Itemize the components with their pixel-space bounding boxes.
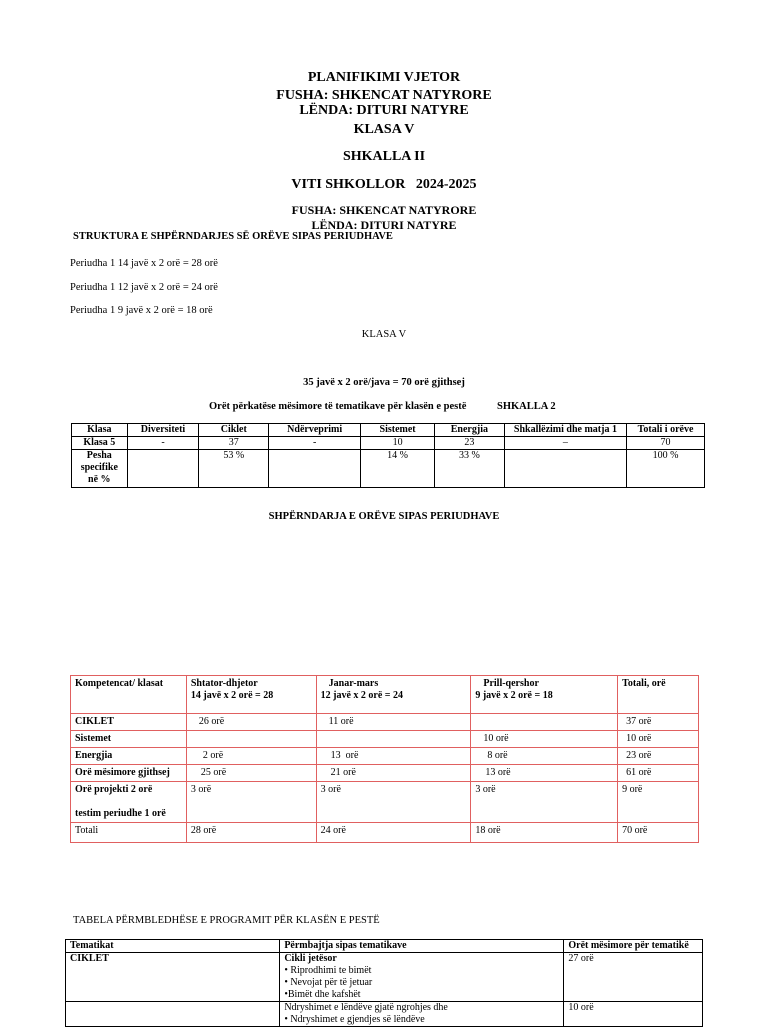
table-cell — [471, 714, 618, 731]
summary-heading: TABELA PËRMBLEDHËSE E PROGRAMIT PËR KLASËN E PESTË — [73, 915, 380, 926]
program-summary-table — [65, 939, 703, 1027]
table-header-cell: Përmbajtja sipas tematikave — [280, 940, 564, 953]
table1-title-scale: SHKALLA 2 — [497, 401, 556, 412]
period-line-3: Periudha 1 9 javë x 2 orë = 18 orë — [70, 305, 213, 316]
distribution-heading: SHPËRNDARJA E ORËVE SIPAS PERIUDHAVE — [268, 511, 500, 522]
table-header-row — [66, 940, 703, 953]
table-header-cell: Totali i orëve — [627, 424, 705, 437]
table-cell: 13 orë — [316, 748, 471, 765]
table-row — [71, 731, 699, 748]
table-header-cell: Totali, orë — [618, 676, 699, 714]
table-row — [66, 953, 703, 1002]
table-cell: 25 orë — [186, 765, 316, 782]
table-header-row — [71, 676, 699, 714]
table-header-cell: Janar-mars 12 javë x 2 orë = 24 — [316, 676, 471, 714]
period-line-1: Periudha 1 14 javë x 2 orë = 28 orë — [70, 258, 218, 269]
list-item: • Nevojat për të jetuar — [284, 977, 373, 988]
doc-school-year: VITI SHKOLLOR 2024-2025 — [291, 177, 477, 192]
list-item: • Ndryshimet e gjendjes së lëndëve — [284, 1014, 425, 1025]
table-cell — [186, 731, 316, 748]
table-cell: Klasa 5 — [72, 437, 128, 450]
table-cell — [269, 450, 361, 488]
table-cell: 37 — [199, 437, 269, 450]
table-cell: - — [269, 437, 361, 450]
table-cell: 3 orë — [316, 782, 471, 823]
list-item: •Bimët dhe kafshët — [284, 989, 361, 1000]
table-header-cell: Orët mësimore për tematikë — [564, 940, 703, 953]
table-header-cell: Sistemet — [361, 424, 435, 437]
table-cell: 27 orë — [564, 953, 703, 1002]
table-cell: 53 % — [199, 450, 269, 488]
doc-subject: LËNDA: DITURI NATYRE — [299, 103, 469, 118]
summary-topic-title: Cikli jetësor — [284, 953, 337, 964]
table-cell: 23 orë — [618, 748, 699, 765]
table-cell — [504, 450, 626, 488]
hours-by-theme-table — [71, 423, 705, 488]
period-distribution-table — [70, 675, 699, 843]
structure-heading: STRUKTURA E SHPËRNDARJES SË ORËVE SIPAS PERIUDHAVE — [73, 231, 393, 242]
table-cell: Sistemet — [71, 731, 187, 748]
table-header-cell: Prill-qershor 9 javë x 2 orë = 18 — [471, 676, 618, 714]
doc-subject-2: LËNDA: DITURI NATYRE — [311, 218, 457, 232]
table-cell: 61 orë — [618, 765, 699, 782]
table1-title: Orët përkatëse mësimore të tematikave për klasën e pestë — [209, 401, 467, 412]
table-cell: 11 orë — [316, 714, 471, 731]
table-cell: Orë mësimore gjithsej — [71, 765, 187, 782]
period-line-2: Periudha 1 12 javë x 2 orë = 24 orë — [70, 282, 218, 293]
table-header-cell: Diversiteti — [127, 424, 199, 437]
table-cell — [316, 731, 471, 748]
doc-title: PLANIFIKIMI VJETOR — [307, 70, 461, 85]
table-cell: 28 orë — [186, 823, 316, 843]
table-cell: 3 orë — [471, 782, 618, 823]
table-row — [72, 450, 705, 488]
doc-class: KLASA V — [353, 122, 415, 137]
table-row — [71, 823, 699, 843]
total-hours-line: 35 javë x 2 orë/java = 70 orë gjithsej — [303, 377, 465, 388]
table-cell — [280, 1002, 564, 1027]
table-cell: 3 orë — [186, 782, 316, 823]
table-header-cell: Shkallëzimi dhe matja 1 — [504, 424, 626, 437]
table-cell: 8 orë — [471, 748, 618, 765]
table-cell: 70 — [627, 437, 705, 450]
table-cell: 2 orë — [186, 748, 316, 765]
table-cell: Orë projekti 2 orë testim periudhe 1 orë — [71, 782, 187, 823]
table-cell: 10 orë — [618, 731, 699, 748]
table-header-cell: Ciklet — [199, 424, 269, 437]
table-cell: 21 orë — [316, 765, 471, 782]
table-row — [66, 1002, 703, 1027]
table-header-cell: Ndërveprimi — [269, 424, 361, 437]
doc-field-2: FUSHA: SHKENCAT NATYRORE — [291, 203, 477, 217]
table-cell: 14 % — [361, 450, 435, 488]
class-label: KLASA V — [361, 329, 407, 340]
table-row — [71, 765, 699, 782]
table-cell: 33 % — [434, 450, 504, 488]
table-cell: 23 — [434, 437, 504, 450]
table-cell: Totali — [71, 823, 187, 843]
table-cell: 24 orë — [316, 823, 471, 843]
table-row — [71, 782, 699, 823]
table-cell: 10 orë — [471, 731, 618, 748]
table-header-cell: Klasa — [72, 424, 128, 437]
table-header-cell: Energjia — [434, 424, 504, 437]
summary-topic-title: Ndryshimet e lëndëve gjatë ngrohjes dhe — [284, 1002, 448, 1013]
table-header-cell: Tematikat — [66, 940, 280, 953]
table-cell — [280, 953, 564, 1002]
table-cell: CIKLET — [71, 714, 187, 731]
table-cell: 37 orë — [618, 714, 699, 731]
table-cell: 13 orë — [471, 765, 618, 782]
table-row — [72, 437, 705, 450]
list-item: • Riprodhimi te bimët — [284, 965, 372, 976]
table-header-cell: Shtator-dhjetor 14 javë x 2 orë = 28 — [186, 676, 316, 714]
table-cell: 10 orë — [564, 1002, 703, 1027]
table-cell: Pesha specifike në % — [72, 450, 128, 488]
table-cell: – — [504, 437, 626, 450]
doc-scale: SHKALLA II — [342, 149, 426, 164]
table-cell: Energjia — [71, 748, 187, 765]
table-row — [71, 748, 699, 765]
doc-field: FUSHA: SHKENCAT NATYRORE — [276, 88, 492, 103]
table-cell: 70 orë — [618, 823, 699, 843]
table-header-cell: Kompetencat/ klasat — [71, 676, 187, 714]
table-row — [71, 714, 699, 731]
table-cell: - — [127, 437, 199, 450]
table-cell: 10 — [361, 437, 435, 450]
table-cell: 100 % — [627, 450, 705, 488]
table-cell: CIKLET — [66, 953, 280, 1002]
table-cell — [127, 450, 199, 488]
table-cell: 18 orë — [471, 823, 618, 843]
table-cell: 9 orë — [618, 782, 699, 823]
table-cell: 26 orë — [186, 714, 316, 731]
table-cell — [66, 1002, 280, 1027]
table-header-row — [72, 424, 705, 437]
